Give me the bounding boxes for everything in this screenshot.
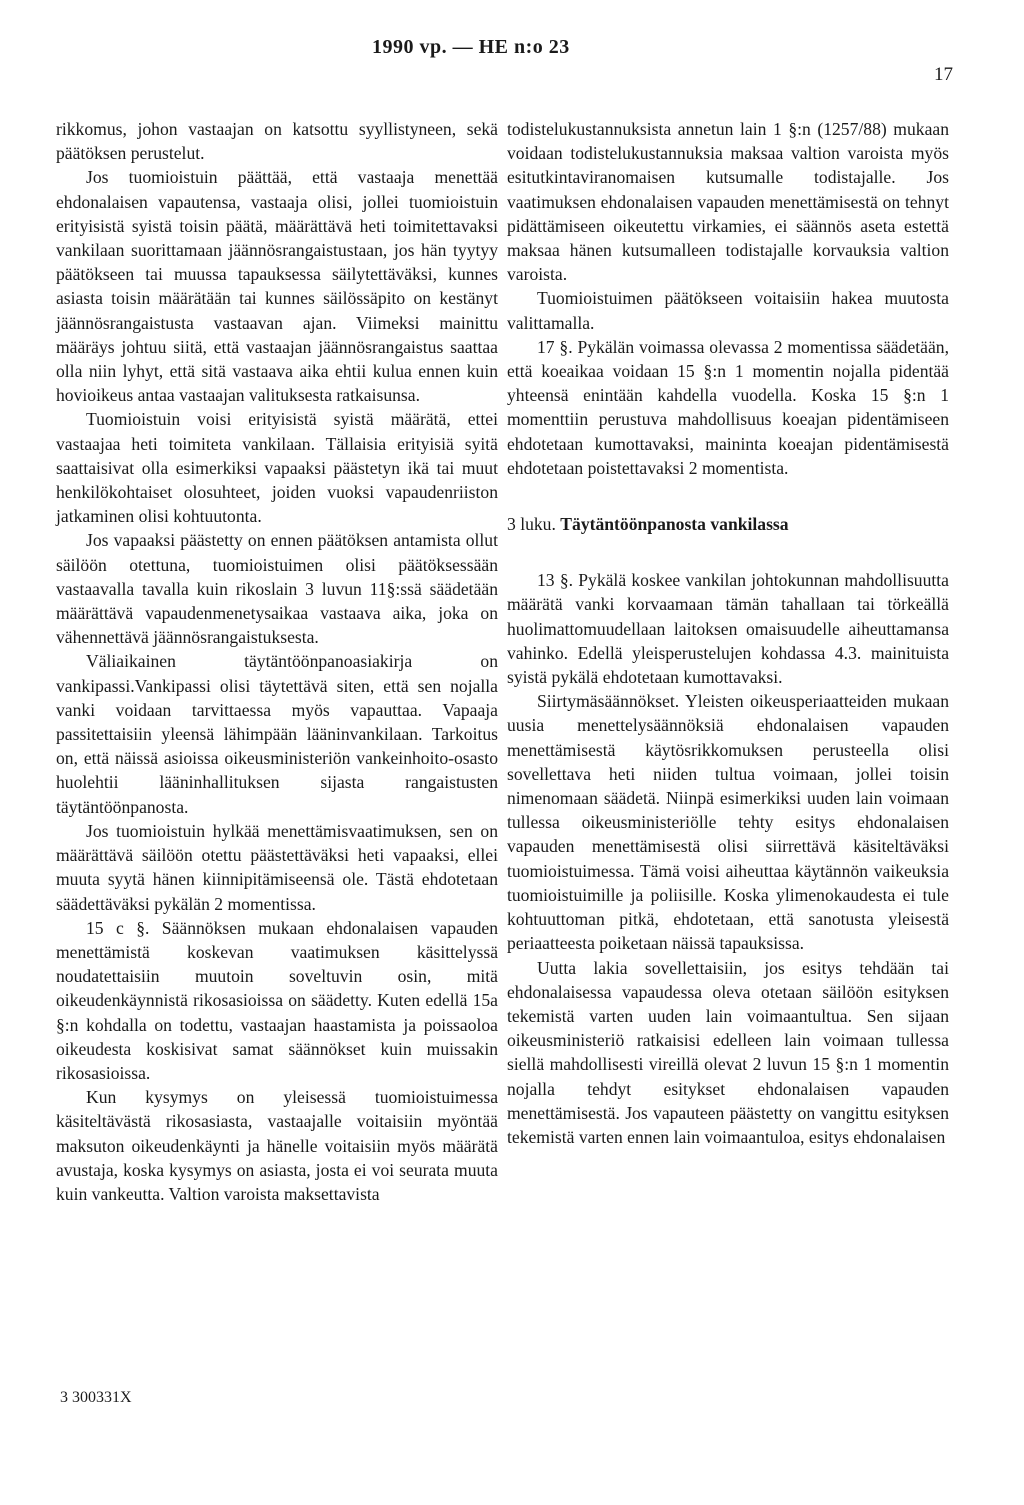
paragraph: 13 §. Pykälä koskee vankilan johtokunnan mahdollisuutta määrätä vanki korvaamaan tämän tahallaan tai törkeällä huolimattomuudellaan laitoksen omaisuudelle aiheuttamansa vahinko. Edellä yleisperustelujen kohdassa 4.3. mainituista syistä pykälä ehdotetaan kumottavaksi. <box>507 570 949 688</box>
paragraph: Tuomioistuin voisi erityisistä syistä määrätä, ettei vastaajaa heti toimiteta vankilaan. Tällaisia erityisiä syitä saattaisivat olla esimerkiksi vapaaksi päästetyn ikä tai muut henkilökohtaiset olosuhteet, joiden vuoksi vapaudenriiston jatkaminen olisi kohtuutonta. <box>56 409 498 527</box>
paragraph: Siirtymäsäännökset. Yleisten oikeusperiaatteiden mukaan uusia menettelysäännöksiä ehdonalaisen vapauden menettämisestä käytösrikkomuksen perusteella olisi sovellettava heti niiden tultua voimaan, jollei toisin nimenomaan säädetä. Niinpä esimerkiksi uuden lain voimaan tullessa oikeusministeriölle tehty esitys ehdonalaisen vapauden menettämisestä olisi siirrettävä käsiteltäväksi tuomioistuimessa. Tämä voisi aiheuttaa käytännön vaikeuksia tuomioistuimille ja poliisille. Koska ylimenokaudesta ei tule kohtuuttoman pitkä, ehdotetaan, että sanotusta yleisestä periaatteesta poiketaan näissä tapauksissa. <box>507 691 949 954</box>
chapter-title: Täytäntöönpanosta vankilassa <box>560 514 789 535</box>
paragraph: todistelukustannuksista annetun lain 1 §:n (1257/88) mukaan voidaan todistelukustannuksia maksaa valtion varoista myös esitutkintaviranomaisen kutsumalle todistajalle. Jos vaatimuksen ehdonalaisen vapauden menettämisestä on tehnyt pidättämiseen oikeutettu virkamies, ei säännös aseta estettä maksaa hänen kutsumalleen todistajalle korvauksia valtion varoista. <box>507 119 949 285</box>
paragraph: Jos vapaaksi päästetty on ennen päätöksen antamista ollut säilöön otettuna, tuomioistuimen olisi päätöksessään vastaavalla tavalla kuin rikoslain 3 luvun 11§:ssä säädetään määrättävä vapaudenmenetysaikaa vastaava aika, joka on vähennettävä jäännösrangaistuksesta. <box>56 530 498 648</box>
chapter-heading <box>507 512 949 536</box>
paragraph: Jos tuomioistuin hylkää menettämisvaatimuksen, sen on määrättävä säilöön otettu päästettäväksi heti vapaaksi, ellei muuta syytä hänen kiinnipitämiseensä ole. Tästä ehdotetaan säädettäväksi pykälän 2 momentissa. <box>56 820 498 914</box>
paragraph: 17 §. Pykälän voimassa olevassa 2 momentissa säädetään, että koeaikaa voidaan 15 §:n 1 momentin nojalla pidentää yhteensä enintään kahdella vuodella. Koska 15 §:n 1 momenttiin perustuva mahdollisuus koeajan pidentämiseen ehdotetaan kumottavaksi, maininta koeajan pidentämisestä ehdotetaan poistettavaksi 2 momentista. <box>507 336 949 478</box>
left-column <box>56 117 498 1206</box>
paragraph: Uutta lakia sovellettaisiin, jos esitys tehdään tai ehdonalaisessa vapaudessa oleva otetaan säilöön esityksen tekemistä varten uuden lain voimaantultua. Sen sijaan oikeusministeriö ratkaisisi edelleen lain voimaan tullessa siellä mahdollisesti vireillä olevat 2 luvun 15 §:n 1 momentin nojalla tehdyt esitykset ehdonalaisen vapauden menettämisestä. Jos vapauteen päästetty on vangittu esityksen tekemistä varten ennen lain voimaantuloa, esitys ehdonalaisen <box>507 957 949 1147</box>
paragraph: rikkomus, johon vastaajan on katsottu syyllistyneen, sekä päätöksen perustelut. <box>56 119 498 164</box>
chapter-number: 3 luku. <box>507 514 556 535</box>
running-head: 1990 vp. — HE n:o 23 <box>372 36 570 58</box>
paragraph: 15 c §. Säännöksen mukaan ehdonalaisen vapauden menettämistä koskevan vaatimuksen käsittelyssä noudatettaisiin muutoin soveltuvin osin, mitä oikeudenkäynnistä rikosasioissa on säädetty. Kuten edellä 15a §:n kohdalla on todettu, vastaajan haastamista ja poissaoloa oikeudesta koskisivat samat säännökset kuin muissakin rikosasioissa. <box>56 917 498 1083</box>
print-code: 3 300331X <box>60 1389 132 1406</box>
page-header <box>0 30 1024 85</box>
paragraph: Jos tuomioistuin päättää, että vastaaja menettää ehdonalaisen vapautensa, vastaaja olisi, jollei tuomioistuin erityisistä syistä toisin päätä, määrättävä heti toimitettavaksi vankilaan suorittamaan jäännösrangaistustaan, jos hän tyytyy päätökseen tai muussa tapauksessa säilytettäväksi, kunnes asiasta toisin määrätään tai kunnes säilössäpito on kestänyt jäännösrangaistusta vastaavan ajan. Viimeksi mainittu määräys johtuu siitä, että vastaajan jäännösrangaistus saattaa olla niin lyhyt, että sitä vastaava aika ehtii kulua ennen kuin hovioikeus antaa vastaajan valituksesta ratkaisunsa. <box>56 167 498 406</box>
page-number: 17 <box>934 64 953 85</box>
right-column <box>507 117 949 1149</box>
paragraph: Väliaikainen täytäntöönpanoasiakirja on vankipassi.Vankipassi olisi täytettävä siten, että sen nojalla vanki voidaan tarvittaessa myös vapauttaa. Vapaaja passitettaisiin yleensä lähimpään lääninvankilaan. Tarkoitus on, että näissä asioissa oikeusministeriön vankeinhoito-osasto huolehtii lääninhallituksen sijasta rangaistusten täytäntöönpanosta. <box>56 651 498 817</box>
paragraph: Kun kysymys on yleisessä tuomioistuimessa käsiteltävästä rikosasiasta, vastaajalle voitaisiin myöntää maksuton oikeudenkäynti ja hänelle voitaisiin myös määrätä avustaja, koska kysymys on asiasta, josta ei voi seurata muuta kuin vankeutta. Valtion varoista maksettavista <box>56 1087 498 1204</box>
paragraph: Tuomioistuimen päätökseen voitaisiin hakea muutosta valittamalla. <box>507 288 949 333</box>
